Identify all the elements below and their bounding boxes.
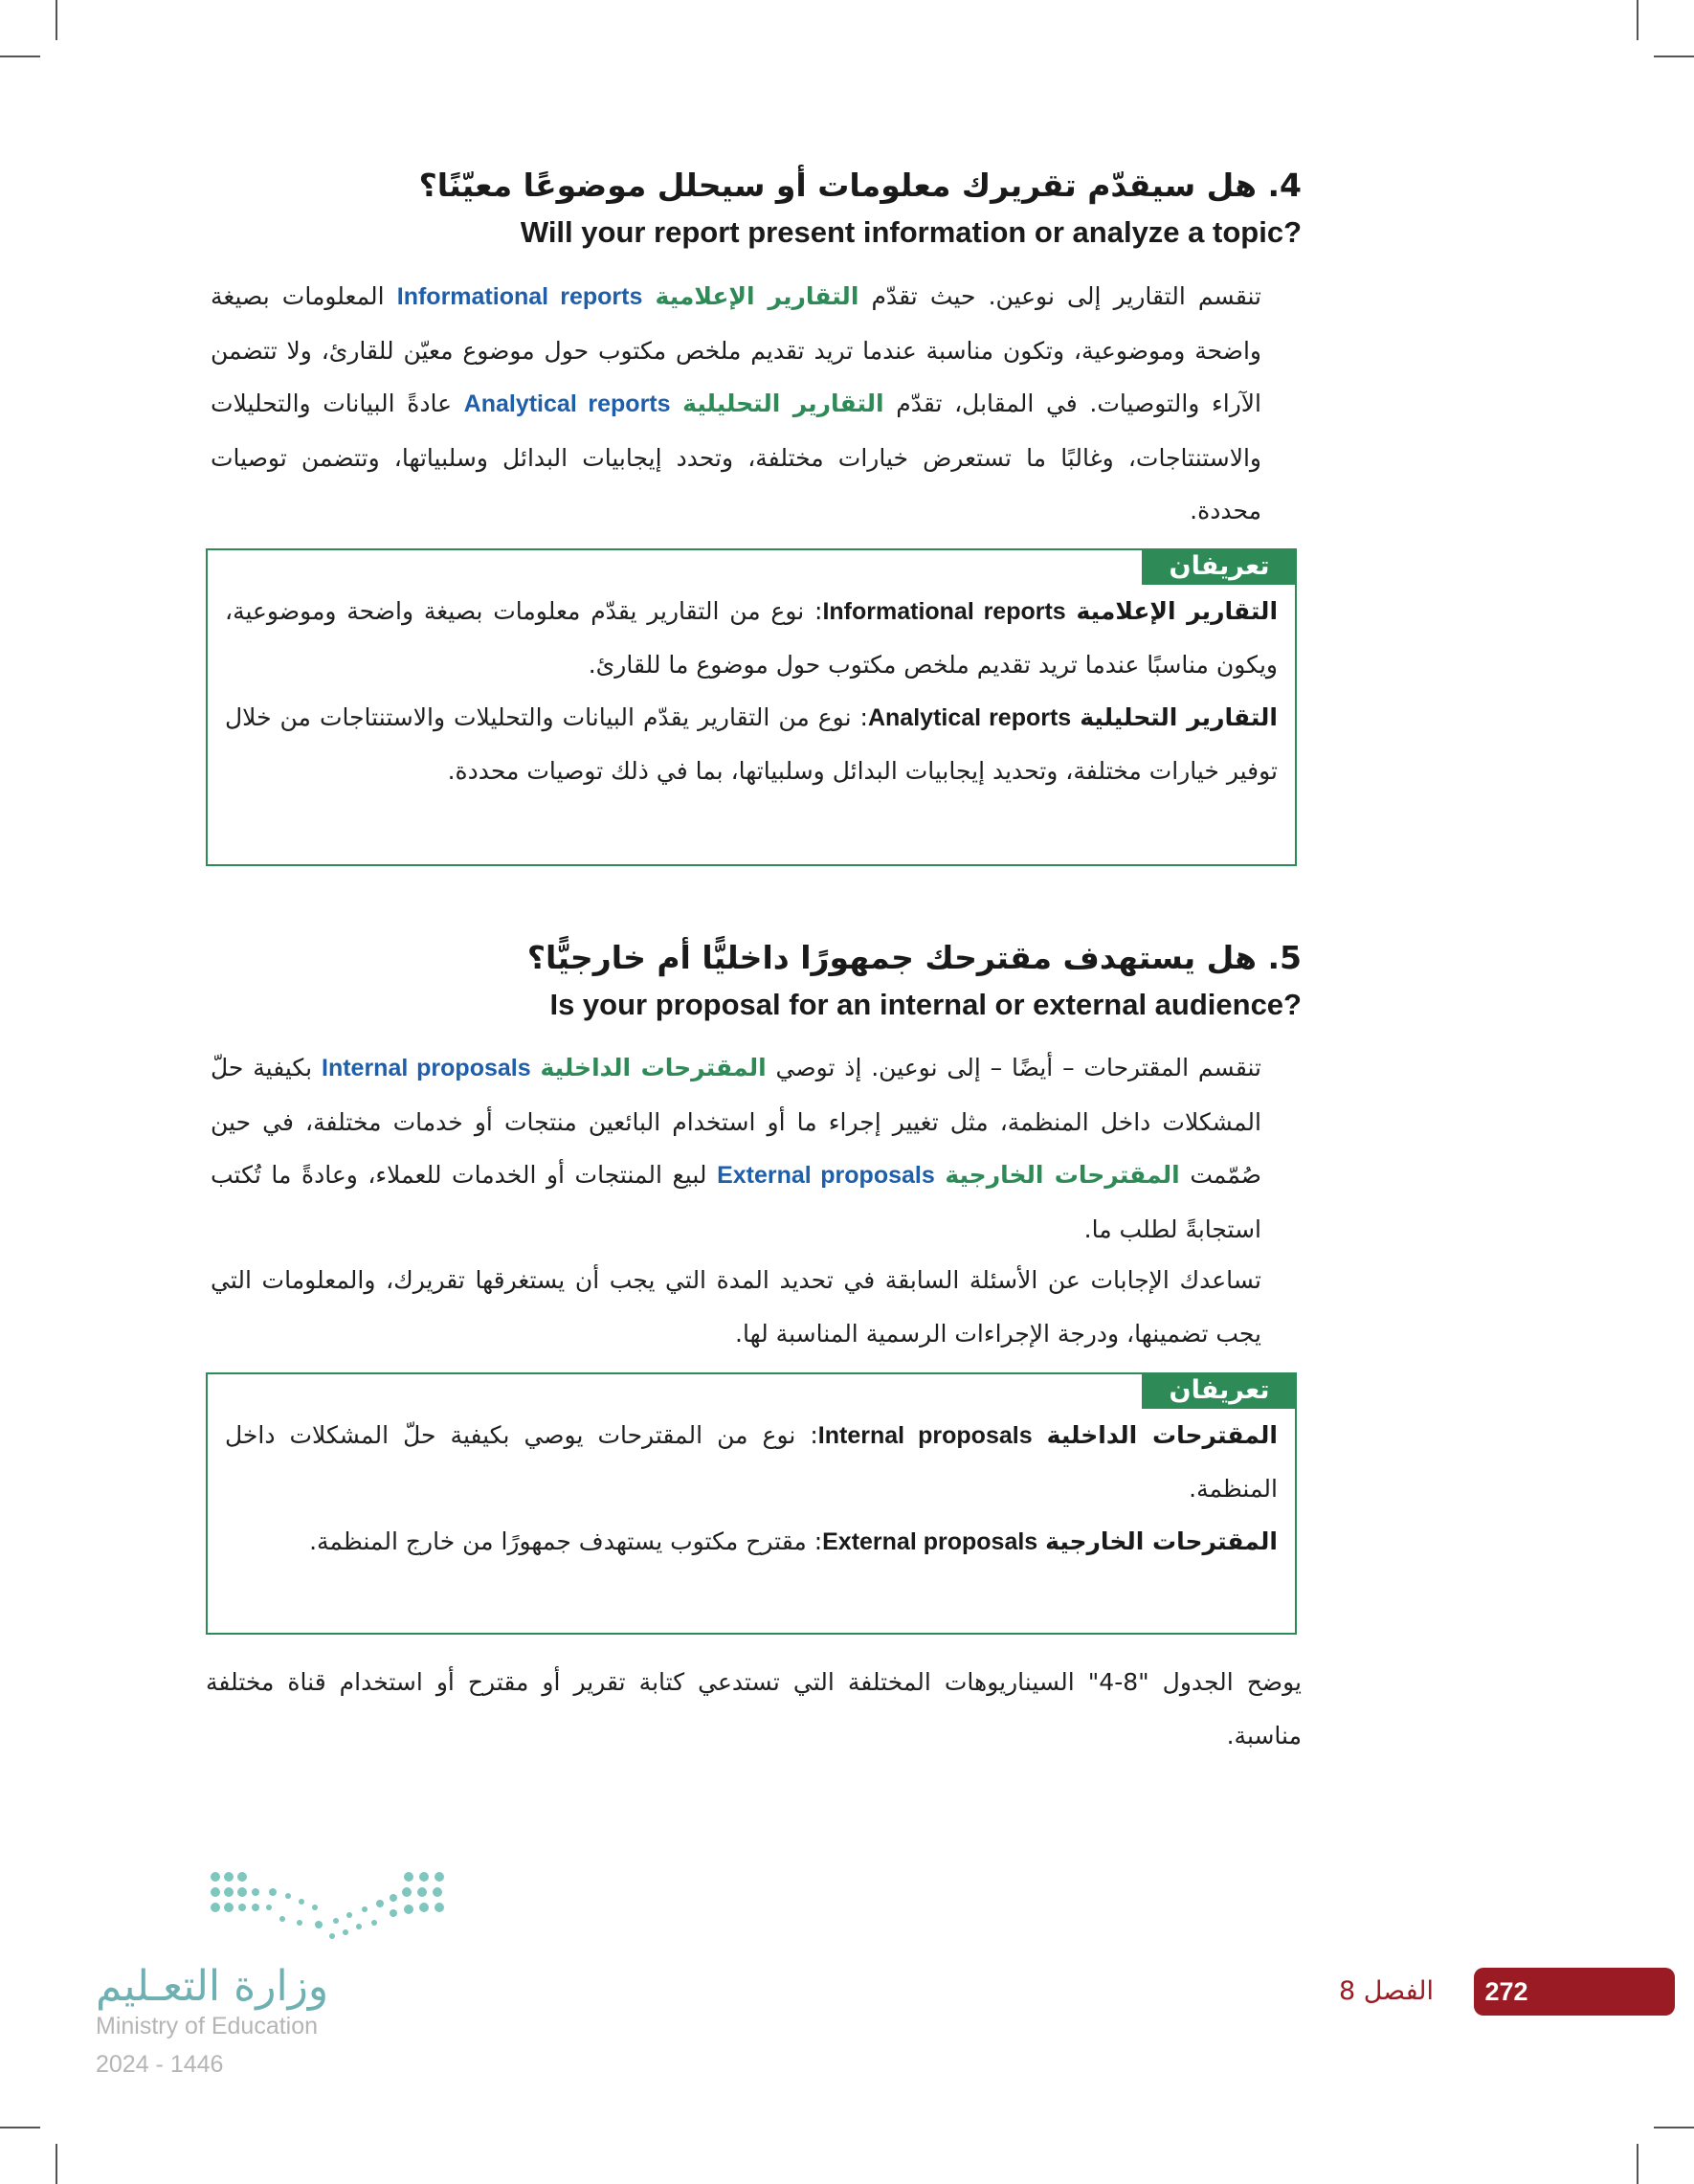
paragraph-table-reference: يوضح الجدول "8-4" السيناريوهات المختلفة التي تستدعي كتابة تقرير أو مقترح أو استخدام قناة مختلفة مناسبة. (206, 1668, 1302, 1749)
definition-term-en: Informational reports (822, 598, 1066, 625)
definition-term-ar: المقترحات الداخلية (1046, 1421, 1278, 1449)
paragraph-reports (211, 270, 1261, 538)
paragraph-text: عادةً البيانات والتحليلات والاستنتاجات، وغالبًا ما تستعرض خيارات مختلفة، وتحدد إيجابيات البدائل وسلبياتها، وتتضمن توصيات محددة. (211, 390, 1261, 524)
definition-external (225, 1515, 1278, 1569)
chapter-label: الفصل 8 (1338, 1976, 1434, 2006)
definition-internal (225, 1409, 1278, 1515)
term-internal-en: Internal proposals (322, 1055, 531, 1081)
crop-mark (56, 2144, 57, 2184)
term-informational-en: Informational reports (396, 283, 643, 310)
definitions-body (208, 550, 1295, 797)
crop-mark (1637, 0, 1638, 40)
definitions-tag: تعريفان (1142, 548, 1297, 585)
definition-analytical (225, 691, 1278, 797)
term-analytical-ar: التقارير التحليلية (682, 390, 884, 417)
ministry-name-en: Ministry of Education (96, 2013, 319, 2039)
paragraph-text: لبيع المنتجات أو الخدمات للعملاء، وعادةً ما تُكتب استجابةً لطلب ما. (211, 1161, 1261, 1243)
crop-mark (0, 56, 40, 57)
ministry-logo-icon (206, 1869, 450, 1946)
definitions-tag: تعريفان (1142, 1372, 1297, 1409)
crop-mark (1637, 2144, 1638, 2184)
question-5-title-ar: 5. هل يستهدف مقترحك جمهورًا داخليًّا أم خارجيًّا؟ (526, 939, 1302, 976)
definitions-body (208, 1374, 1295, 1569)
ministry-year: 2024 - 1446 (96, 2051, 224, 2078)
definition-term-ar: التقارير التحليلية (1080, 703, 1279, 731)
definition-term-en: External proposals (822, 1528, 1038, 1555)
definitions-box-proposals (206, 1372, 1297, 1635)
definition-term-en: Internal proposals (817, 1422, 1033, 1449)
crop-mark (1654, 56, 1694, 57)
definition-text: : نوع من التقارير يقدّم البيانات والتحليلات والاستنتاجات من خلال توفير خيارات مختلفة، وتحديد إيجابيات البدائل وسلبياتها، بما في ذلك توصيات محددة. (225, 703, 1278, 785)
question-4-title-ar: 4. هل سيقدّم تقريرك معلومات أو سيحلل موضوعًا معيّنًا؟ (418, 167, 1302, 204)
page-number: 272 (1484, 1977, 1528, 2006)
ministry-name-ar: وزارة التعـليم (96, 1962, 329, 2011)
definition-term-en: Analytical reports (867, 704, 1072, 731)
paragraph-text: المعلومات بصيغة واضحة وموضوعية، وتكون مناسبة عندما تريد تقديم ملخص مكتوب حول موضوع معيّن للقارئ، ولا تتضمن الآراء والتوصيات. في المقابل، تقدّم (211, 282, 1261, 417)
definition-text: : مقترح مكتوب يستهدف جمهورًا من خارج المنظمة. (309, 1527, 823, 1555)
paragraph-text: تنقسم المقترحات – أيضًا – إلى نوعين. إذ توصي (766, 1054, 1261, 1081)
crop-mark (56, 0, 57, 40)
crop-mark (0, 2127, 40, 2128)
question-5-title-en: Is your proposal for an internal or external audience? (549, 988, 1302, 1021)
definition-term-ar: المقترحات الخارجية (1045, 1527, 1278, 1555)
definition-term-ar: التقارير الإعلامية (1076, 597, 1279, 625)
question-5-heading (249, 933, 1302, 1027)
paragraph-text: بكيفية حلّ المشكلات داخل المنظمة، مثل تغيير إجراء ما أو استخدام البائعين منتجات أو خدمات مختلفة، في حين صُمّمت (211, 1054, 1262, 1189)
definition-text: : نوع من المقترحات يوصي بكيفية حلّ المشكلات داخل المنظمة. (225, 1421, 1278, 1503)
paragraph-text: تنقسم التقارير إلى نوعين. حيث تقدّم (858, 282, 1262, 310)
crop-mark (1654, 2127, 1694, 2128)
question-4-heading (249, 161, 1302, 255)
term-internal-ar: المقترحات الداخلية (540, 1054, 767, 1081)
term-external-en: External proposals (717, 1162, 935, 1189)
paragraph-answers: تساعدك الإجابات عن الأسئلة السابقة في تحديد المدة التي يجب أن يستغرقها تقريرك، والمعلومات التي يجب تضمينها، ودرجة الإجراءات الرسمية المناسبة لها. (211, 1266, 1261, 1348)
definitions-box-reports (206, 548, 1297, 866)
definition-text: : نوع من التقارير يقدّم معلومات بصيغة واضحة وموضوعية، ويكون مناسبًا عندما تريد تقديم ملخص مكتوب حول موضوع ما للقارئ. (225, 597, 1278, 679)
paragraph-proposals (211, 1041, 1261, 1256)
definition-informational (225, 585, 1278, 691)
term-informational-ar: التقارير الإعلامية (655, 282, 859, 310)
term-analytical-en: Analytical reports (463, 390, 671, 417)
question-4-title-en: Will your report present information or analyze a topic? (520, 215, 1302, 249)
term-external-ar: المقترحات الخارجية (945, 1161, 1180, 1189)
